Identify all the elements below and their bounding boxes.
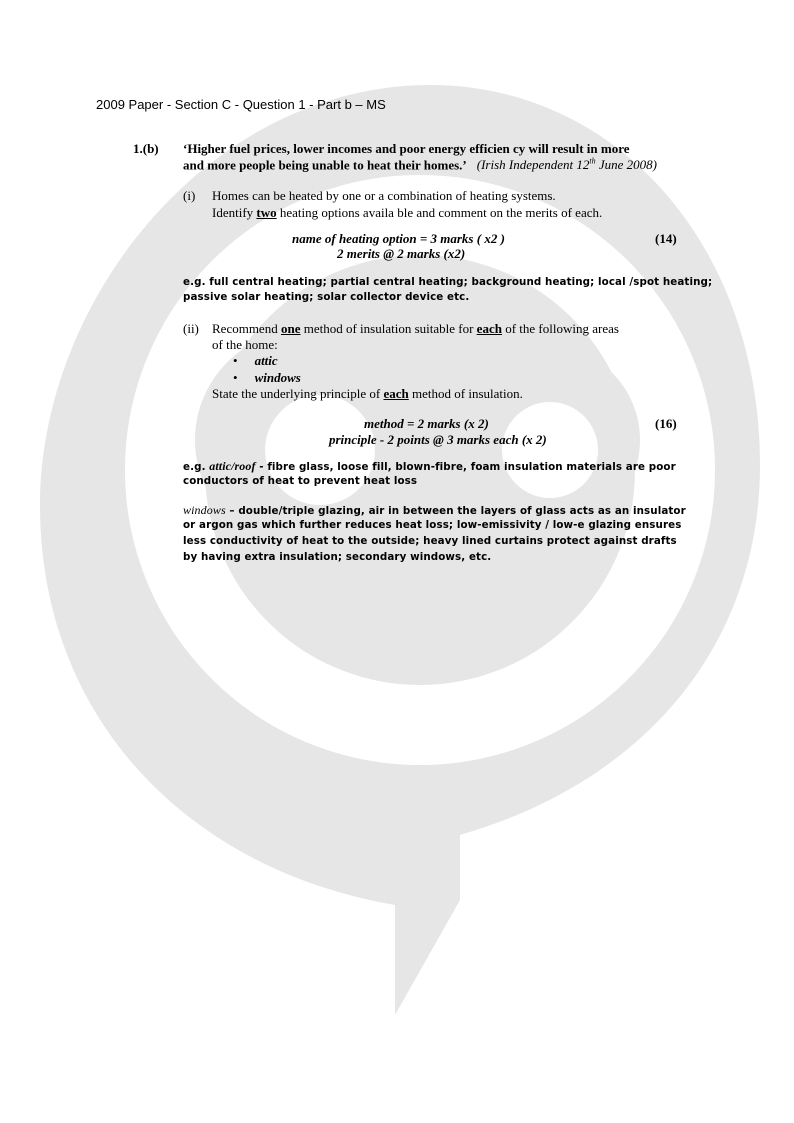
windows-answer-line1 bbox=[183, 503, 686, 518]
part-ii-line1-pre: Recommend bbox=[212, 321, 281, 336]
source-suffix: June 2008) bbox=[595, 157, 657, 173]
part-ii-line1 bbox=[212, 321, 619, 337]
attic-label: attic/roof bbox=[209, 459, 256, 473]
windows-label: windows bbox=[183, 503, 226, 517]
windows-answer-line4: by having extra insulation; secondary windows, etc. bbox=[183, 551, 492, 563]
windows-answer-line3: less conductivity of heat to the outside; heavy lined curtains protect against drafts bbox=[183, 535, 677, 547]
attic-answer-line2: conductors of heat to prevent heat loss bbox=[183, 475, 418, 487]
part-i-line2-post: heating options availa ble and comment on the merits of each. bbox=[276, 205, 603, 220]
part-ii-total-marks: (16) bbox=[655, 416, 677, 431]
quote-source bbox=[477, 157, 657, 172]
part-ii-number: (ii) bbox=[183, 321, 199, 336]
part-ii-line1-post: of the following areas bbox=[501, 321, 619, 336]
attic-eg: e.g. bbox=[183, 461, 210, 473]
attic-answer-line1 bbox=[183, 459, 676, 474]
part-ii-line3-post: method of insulation. bbox=[408, 386, 523, 401]
part-i-example-line2: passive solar heating; solar collector device etc. bbox=[183, 291, 470, 303]
bullet-attic bbox=[233, 353, 278, 369]
quote-line2-text: and more people being unable to heat their homes.’ bbox=[183, 157, 467, 173]
part-i-line2-pre: Identify bbox=[212, 205, 257, 220]
part-ii-marks-line1: method = 2 marks (x 2) bbox=[364, 416, 489, 431]
part-ii-line1-mid: method of insulation suitable for bbox=[300, 321, 477, 336]
part-i-marks-line2: 2 merits @ 2 marks (x2) bbox=[337, 246, 466, 261]
windows-line1-rest: – double/triple glazing, air in between the layers of glass acts as an insulator bbox=[225, 505, 686, 517]
bullet-dot: • bbox=[233, 353, 238, 368]
question-quote-line2 bbox=[183, 157, 657, 173]
source-sup: th bbox=[589, 157, 596, 166]
part-i-line1: Homes can be heated by one or a combination of heating systems. bbox=[212, 188, 556, 203]
part-ii-key-each: each bbox=[476, 321, 502, 336]
bullet-attic-text: attic bbox=[254, 353, 278, 368]
watermark-right-pupil bbox=[502, 402, 598, 498]
question-number: 1.(b) bbox=[133, 141, 159, 156]
part-ii-line3 bbox=[212, 386, 523, 402]
question-quote-line1: ‘Higher fuel prices, lower incomes and poor energy efficien cy will result in more bbox=[183, 141, 630, 156]
watermark-left-pupil bbox=[265, 395, 375, 505]
part-i-number: (i) bbox=[183, 188, 196, 203]
part-ii-marks-line2: principle - 2 points @ 3 marks each (x 2) bbox=[329, 432, 547, 447]
source-prefix: (Irish Independent 12 bbox=[476, 157, 590, 173]
part-ii-key-each-2: each bbox=[383, 386, 409, 401]
part-ii-line2: of the home: bbox=[212, 337, 278, 352]
bullet-windows bbox=[233, 370, 301, 386]
bullet-windows-text: windows bbox=[254, 370, 301, 385]
part-i-marks-line1: name of heating option = 3 marks ( x2 ) bbox=[292, 231, 505, 246]
part-i-example-line1: e.g. full central heating; partial central heating; background heating; local /spot heating; bbox=[183, 276, 713, 288]
part-i-total-marks: (14) bbox=[655, 231, 677, 246]
part-i-line2 bbox=[212, 205, 602, 221]
attic-line1-rest: - fibre glass, loose fill, blown-fibre, foam insulation materials are poor bbox=[255, 461, 676, 473]
part-ii-key-one: one bbox=[280, 321, 301, 336]
page-header: 2009 Paper - Section C - Question 1 - Part b – MS bbox=[96, 97, 386, 112]
windows-answer-line2: or argon gas which further reduces heat loss; low-emissivity / low-e glazing ensures bbox=[183, 519, 682, 531]
bullet-dot: • bbox=[233, 370, 238, 385]
part-ii-line3-pre: State the underlying principle of bbox=[212, 386, 384, 401]
part-i-key-two: two bbox=[256, 205, 277, 220]
